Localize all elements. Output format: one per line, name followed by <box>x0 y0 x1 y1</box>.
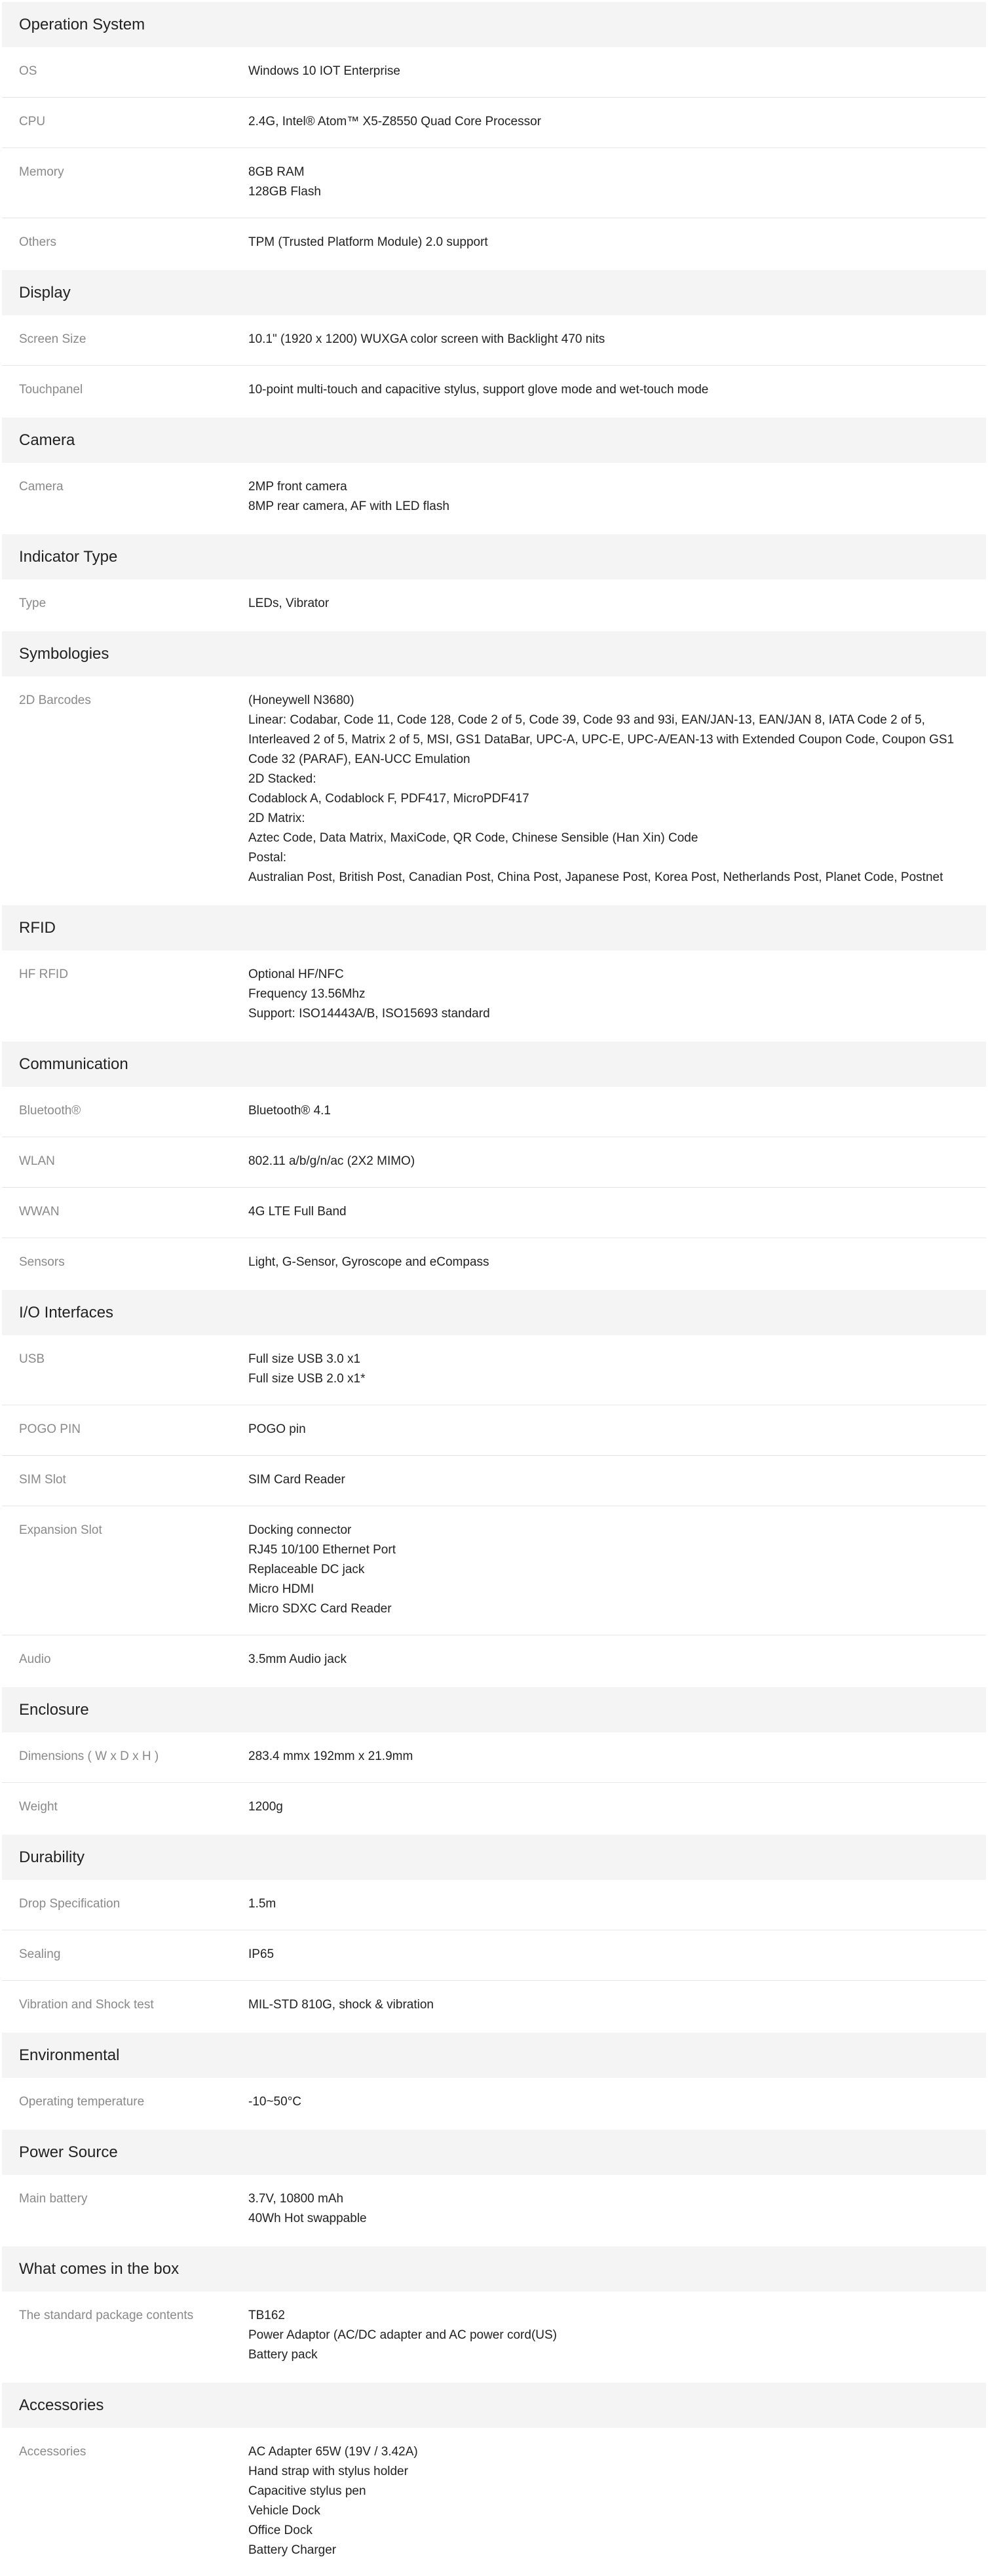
spec-label: Camera <box>19 480 64 494</box>
spec-value <box>248 965 986 1024</box>
spec-value <box>248 1350 986 1389</box>
spec-label: Screen Size <box>19 332 86 346</box>
spec-section <box>2 2130 986 2244</box>
spec-value-line: 3.7V, 10800 mAh <box>248 2192 344 2206</box>
spec-row <box>2 1456 986 1506</box>
spec-label: POGO PIN <box>19 1422 81 1436</box>
spec-label: CPU <box>19 115 46 128</box>
spec-row <box>2 2078 986 2128</box>
spec-row <box>2 218 986 268</box>
spec-value <box>248 594 986 614</box>
spec-value-line: 8MP rear camera, AF with LED flash <box>248 499 449 513</box>
spec-value-line: Micro HDMI <box>248 1582 314 1596</box>
spec-value <box>248 1650 986 1669</box>
spec-label: Others <box>19 235 57 249</box>
spec-value <box>248 233 986 252</box>
spec-row <box>2 1335 986 1405</box>
section-header: Indicator Type <box>2 534 986 579</box>
spec-value <box>248 691 986 888</box>
spec-value-line: Aztec Code, Data Matrix, MaxiCode, QR Code, Chinese Sensible (Han Xin) Code <box>248 831 698 845</box>
spec-value-line: 10-point multi-touch and capacitive stylus, support glove mode and wet-touch mode <box>248 383 709 397</box>
spec-row <box>2 1188 986 1238</box>
spec-value-line: RJ45 10/100 Ethernet Port <box>248 1543 396 1557</box>
spec-value <box>248 1470 986 1490</box>
section-header: Operation System <box>2 2 986 47</box>
spec-value-line: TPM (Trusted Platform Module) 2.0 support <box>248 235 488 249</box>
spec-value-line: -10~50°C <box>248 2095 302 2109</box>
spec-label: Operating temperature <box>19 2095 145 2109</box>
spec-label: Bluetooth® <box>19 1104 81 1118</box>
spec-value-line: Frequency 13.56Mhz <box>248 987 366 1001</box>
spec-value-line: 128GB Flash <box>248 185 321 199</box>
spec-label: Dimensions ( W x D x H ) <box>19 1749 159 1763</box>
spec-row <box>2 1930 986 1981</box>
spec-value <box>248 2189 986 2229</box>
spec-row <box>2 1783 986 1833</box>
spec-value-line: 2MP front camera <box>248 480 347 494</box>
spec-value <box>248 1152 986 1171</box>
spec-value-line: TB162 <box>248 2309 285 2322</box>
spec-value-line: Codablock A, Codablock F, PDF417, MicroPDF417 <box>248 792 529 806</box>
spec-value-line: Docking connector <box>248 1523 352 1537</box>
spec-value-line: Power Adaptor (AC/DC adapter and AC power cord(US) <box>248 2328 557 2342</box>
section-header: Power Source <box>2 2130 986 2175</box>
spec-value-line: Bluetooth® 4.1 <box>248 1104 331 1118</box>
spec-value-line: 2D Matrix: <box>248 811 305 825</box>
spec-section <box>2 905 986 1040</box>
spec-value <box>248 2306 986 2365</box>
section-header: Accessories <box>2 2383 986 2428</box>
spec-row <box>2 463 986 532</box>
spec-value <box>248 2092 986 2112</box>
spec-label: 2D Barcodes <box>19 693 91 707</box>
spec-value-line: Micro SDXC Card Reader <box>248 1602 392 1616</box>
spec-label: HF RFID <box>19 967 68 981</box>
spec-value <box>248 1253 986 1272</box>
spec-value-line: 4G LTE Full Band <box>248 1205 347 1219</box>
spec-section <box>2 631 986 903</box>
spec-row <box>2 1635 986 1685</box>
spec-row <box>2 1137 986 1188</box>
spec-value-line: Hand strap with stylus holder <box>248 2465 408 2478</box>
spec-label: Weight <box>19 1800 58 1814</box>
spec-label: Type <box>19 596 47 610</box>
spec-label: USB <box>19 1352 45 1366</box>
spec-section <box>2 1042 986 1288</box>
spec-value-line: Office Dock <box>248 2524 313 2537</box>
spec-value-line: Full size USB 2.0 x1* <box>248 1372 366 1386</box>
spec-label: WWAN <box>19 1205 60 1219</box>
spec-section <box>2 2383 986 2576</box>
spec-value-line: MIL-STD 810G, shock & vibration <box>248 1998 434 2012</box>
spec-value-line: Linear: Codabar, Code 11, Code 128, Code 2 of 5, Code 39, Code 93 and 93i, EAN/JAN-13, EAN/JAN 8, IATA Code 2 of 5, Interleaved 2 of 5, Matrix 2 of 5, MSI, GS1 DataBar, UPC-A, UPC-E, UPC-A/EAN-13 with Extended Coupon Code, Coupon GS1 Code 32 (PARAF), EAN-UCC Emulation <box>248 713 955 766</box>
spec-value-line: Light, G-Sensor, Gyroscope and eCompass <box>248 1255 489 1269</box>
spec-row <box>2 950 986 1040</box>
spec-value <box>248 1797 986 1817</box>
spec-value-line: 3.5mm Audio jack <box>248 1652 347 1666</box>
spec-value-line: Vehicle Dock <box>248 2504 320 2518</box>
spec-row <box>2 579 986 629</box>
spec-value-line: LEDs, Vibrator <box>248 596 330 610</box>
spec-value <box>248 163 986 202</box>
spec-value <box>248 330 986 349</box>
spec-section <box>2 2033 986 2128</box>
spec-section <box>2 1835 986 2031</box>
spec-label: Sealing <box>19 1947 61 1961</box>
spec-label: Audio <box>19 1652 51 1666</box>
spec-value <box>248 1894 986 1914</box>
spec-value-line: Full size USB 3.0 x1 <box>248 1352 361 1366</box>
spec-row <box>2 1506 986 1635</box>
spec-label: Main battery <box>19 2192 88 2206</box>
spec-value-line: 1.5m <box>248 1897 276 1911</box>
section-header: RFID <box>2 905 986 950</box>
spec-value-line: POGO pin <box>248 1422 306 1436</box>
spec-row <box>2 1405 986 1456</box>
spec-row <box>2 1238 986 1288</box>
section-header: Display <box>2 270 986 315</box>
spec-value-line: AC Adapter 65W (19V / 3.42A) <box>248 2445 418 2459</box>
spec-value-line: Capacitive stylus pen <box>248 2484 366 2498</box>
spec-row <box>2 676 986 903</box>
spec-table <box>2 0 986 2576</box>
spec-value-line: Battery Charger <box>248 2543 337 2557</box>
spec-value-line: Replaceable DC jack <box>248 1563 365 1576</box>
spec-section <box>2 270 986 416</box>
spec-label: Memory <box>19 165 64 179</box>
spec-value-line: Battery pack <box>248 2348 318 2362</box>
spec-value-line: 10.1" (1920 x 1200) WUXGA color screen with Backlight 470 nits <box>248 332 605 346</box>
spec-value-line: IP65 <box>248 1947 275 1961</box>
spec-label: The standard package contents <box>19 2309 194 2322</box>
spec-value-line: SIM Card Reader <box>248 1473 345 1487</box>
spec-row <box>2 1981 986 2031</box>
spec-label: SIM Slot <box>19 1473 66 1487</box>
section-header: Communication <box>2 1042 986 1087</box>
spec-section <box>2 534 986 629</box>
spec-row <box>2 2428 986 2576</box>
spec-value <box>248 380 986 400</box>
spec-value <box>248 62 986 81</box>
spec-label: OS <box>19 64 37 78</box>
spec-section <box>2 2 986 268</box>
spec-section <box>2 2246 986 2381</box>
spec-row <box>2 1087 986 1137</box>
spec-row <box>2 2175 986 2244</box>
spec-section <box>2 1290 986 1685</box>
spec-value-line: Support: ISO14443A/B, ISO15693 standard <box>248 1007 490 1021</box>
spec-value-line: Australian Post, British Post, Canadian Post, China Post, Japanese Post, Korea Post, Netherlands Post, Planet Code, Postnet <box>248 870 943 884</box>
spec-label: Vibration and Shock test <box>19 1998 154 2012</box>
spec-value-line: 2.4G, Intel® Atom™ X5-Z8550 Quad Core Processor <box>248 115 541 128</box>
spec-row <box>2 315 986 366</box>
spec-label: WLAN <box>19 1154 55 1168</box>
spec-value-line: 802.11 a/b/g/n/ac (2X2 MIMO) <box>248 1154 415 1168</box>
spec-value <box>248 1747 986 1766</box>
spec-value <box>248 1945 986 1964</box>
spec-label: Drop Specification <box>19 1897 121 1911</box>
section-header: Camera <box>2 418 986 463</box>
spec-value <box>248 1202 986 1222</box>
spec-row <box>2 98 986 148</box>
section-header: Enclosure <box>2 1687 986 1732</box>
spec-value <box>248 1101 986 1121</box>
spec-value-line: 283.4 mmx 192mm x 21.9mm <box>248 1749 413 1763</box>
spec-value <box>248 477 986 517</box>
spec-row <box>2 2292 986 2381</box>
spec-value <box>248 112 986 132</box>
spec-value-line: 1200g <box>248 1800 283 1814</box>
spec-label: Accessories <box>19 2445 86 2459</box>
section-header: Symbologies <box>2 631 986 676</box>
spec-row <box>2 1732 986 1783</box>
section-header: Durability <box>2 1835 986 1880</box>
spec-section <box>2 1687 986 1833</box>
spec-value-line: Windows 10 IOT Enterprise <box>248 64 400 78</box>
spec-value-line: 8GB RAM <box>248 165 305 179</box>
spec-section <box>2 418 986 532</box>
spec-value-line: Optional HF/NFC <box>248 967 344 981</box>
spec-label: Sensors <box>19 1255 65 1269</box>
section-header: Environmental <box>2 2033 986 2078</box>
spec-value <box>248 1521 986 1619</box>
spec-value-line: (Honeywell N3680) <box>248 693 354 707</box>
spec-row <box>2 366 986 416</box>
spec-row <box>2 1880 986 1930</box>
spec-value-line: 40Wh Hot swappable <box>248 2212 367 2225</box>
spec-value <box>248 1420 986 1439</box>
spec-row <box>2 148 986 218</box>
spec-row <box>2 47 986 98</box>
section-header: I/O Interfaces <box>2 1290 986 1335</box>
spec-label: Expansion Slot <box>19 1523 102 1537</box>
spec-value-line: Postal: <box>248 851 287 865</box>
section-header: What comes in the box <box>2 2246 986 2292</box>
spec-label: Touchpanel <box>19 383 83 397</box>
spec-value <box>248 1995 986 2015</box>
spec-value-line: 2D Stacked: <box>248 772 316 786</box>
spec-value <box>248 2442 986 2560</box>
